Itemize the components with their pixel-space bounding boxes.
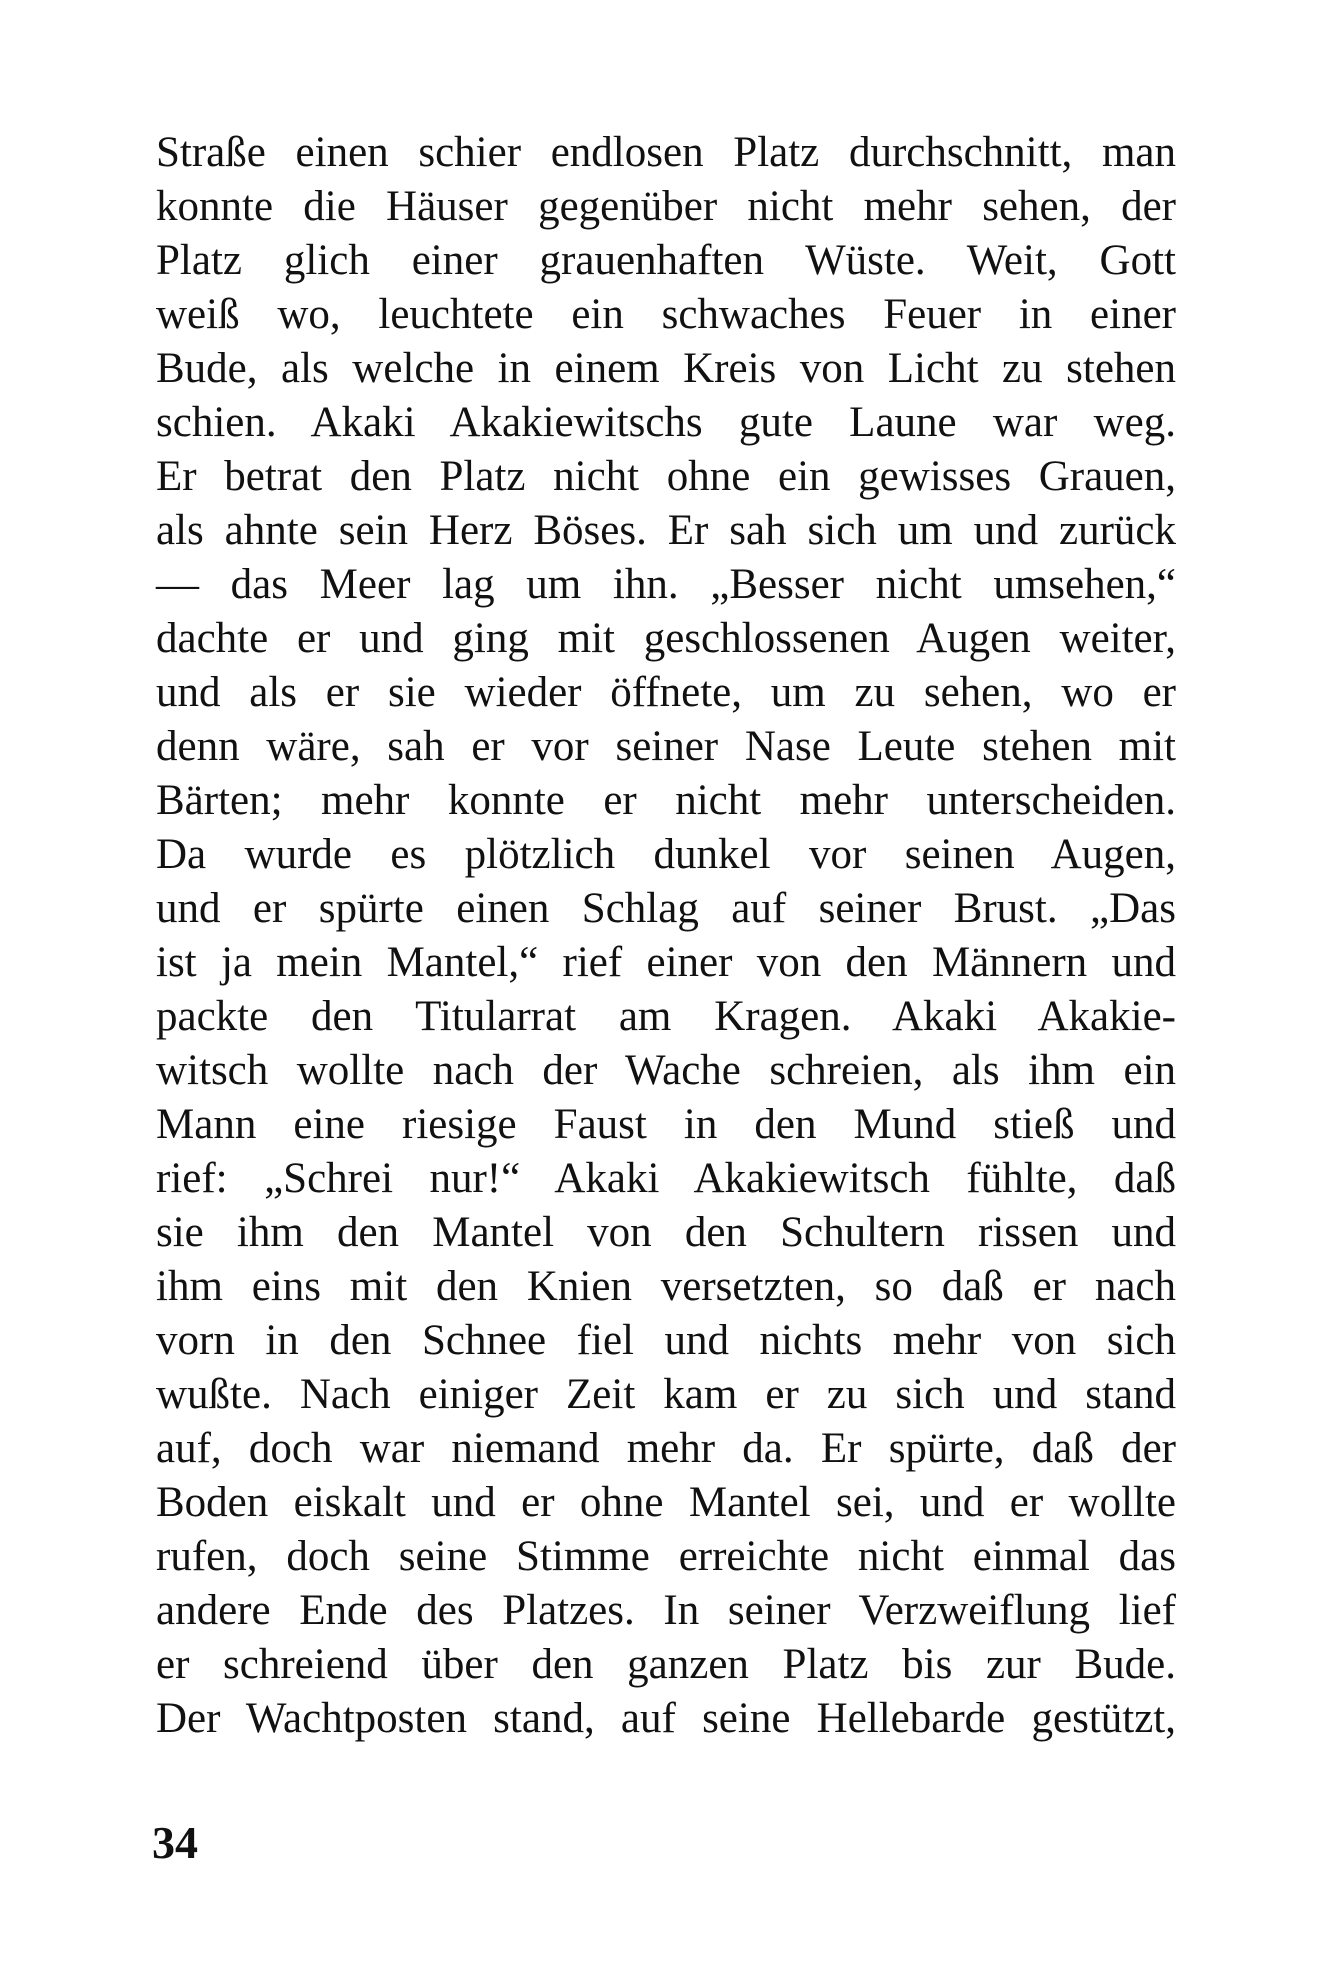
body-text: [156, 126, 1176, 1746]
text-line: rief: „Schrei nur!“ Akaki Akakiewitsch fühlte, daß: [156, 1155, 1176, 1202]
text-line: packte den Titularrat am Kragen. Akaki Akakie-: [156, 993, 1176, 1040]
text-line: Mann eine riesige Faust in den Mund stieß und: [156, 1101, 1176, 1148]
text-line: Er betrat den Platz nicht ohne ein gewisses Grauen,: [156, 453, 1176, 500]
text-line: rufen, doch seine Stimme erreichte nicht einmal das: [156, 1533, 1176, 1580]
text-line: denn wäre, sah er vor seiner Nase Leute stehen mit: [156, 723, 1176, 770]
text-line: und als er sie wieder öffnete, um zu sehen, wo er: [156, 669, 1176, 716]
text-line: sie ihm den Mantel von den Schultern rissen und: [156, 1209, 1176, 1256]
text-line: andere Ende des Platzes. In seiner Verzweiflung lief: [156, 1587, 1176, 1634]
text-line: er schreiend über den ganzen Platz bis zur Bude.: [156, 1641, 1176, 1688]
text-line: Da wurde es plötzlich dunkel vor seinen Augen,: [156, 831, 1176, 878]
text-line: Bude, als welche in einem Kreis von Licht zu stehen: [156, 345, 1176, 392]
text-line: Bärten; mehr konnte er nicht mehr unterscheiden.: [156, 777, 1176, 824]
text-line: Der Wachtposten stand, auf seine Hellebarde gestützt,: [156, 1695, 1176, 1742]
text-line: und er spürte einen Schlag auf seiner Brust. „Das: [156, 885, 1176, 932]
text-line: weiß wo, leuchtete ein schwaches Feuer in einer: [156, 291, 1176, 338]
text-line: — das Meer lag um ihn. „Besser nicht umsehen,“: [156, 561, 1176, 608]
text-line: schien. Akaki Akakiewitschs gute Laune war weg.: [156, 399, 1176, 446]
text-line: Boden eiskalt und er ohne Mantel sei, und er wollte: [156, 1479, 1176, 1526]
text-line: konnte die Häuser gegenüber nicht mehr sehen, der: [156, 183, 1176, 230]
text-line: dachte er und ging mit geschlossenen Augen weiter,: [156, 615, 1176, 662]
text-line: als ahnte sein Herz Böses. Er sah sich um und zurück: [156, 507, 1176, 554]
text-line: vorn in den Schnee fiel und nichts mehr von sich: [156, 1317, 1176, 1364]
text-line: auf, doch war niemand mehr da. Er spürte, daß der: [156, 1425, 1176, 1472]
page-number: 34: [152, 1817, 198, 1868]
text-line: witsch wollte nach der Wache schreien, als ihm ein: [156, 1047, 1176, 1094]
text-line: wußte. Nach einiger Zeit kam er zu sich und stand: [156, 1371, 1176, 1418]
text-line: Platz glich einer grauenhaften Wüste. Weit, Gott: [156, 237, 1176, 284]
text-line: ihm eins mit den Knien versetzten, so daß er nach: [156, 1263, 1176, 1310]
text-line: ist ja mein Mantel,“ rief einer von den Männern und: [156, 939, 1176, 986]
text-line: Straße einen schier endlosen Platz durchschnitt, man: [156, 129, 1176, 176]
